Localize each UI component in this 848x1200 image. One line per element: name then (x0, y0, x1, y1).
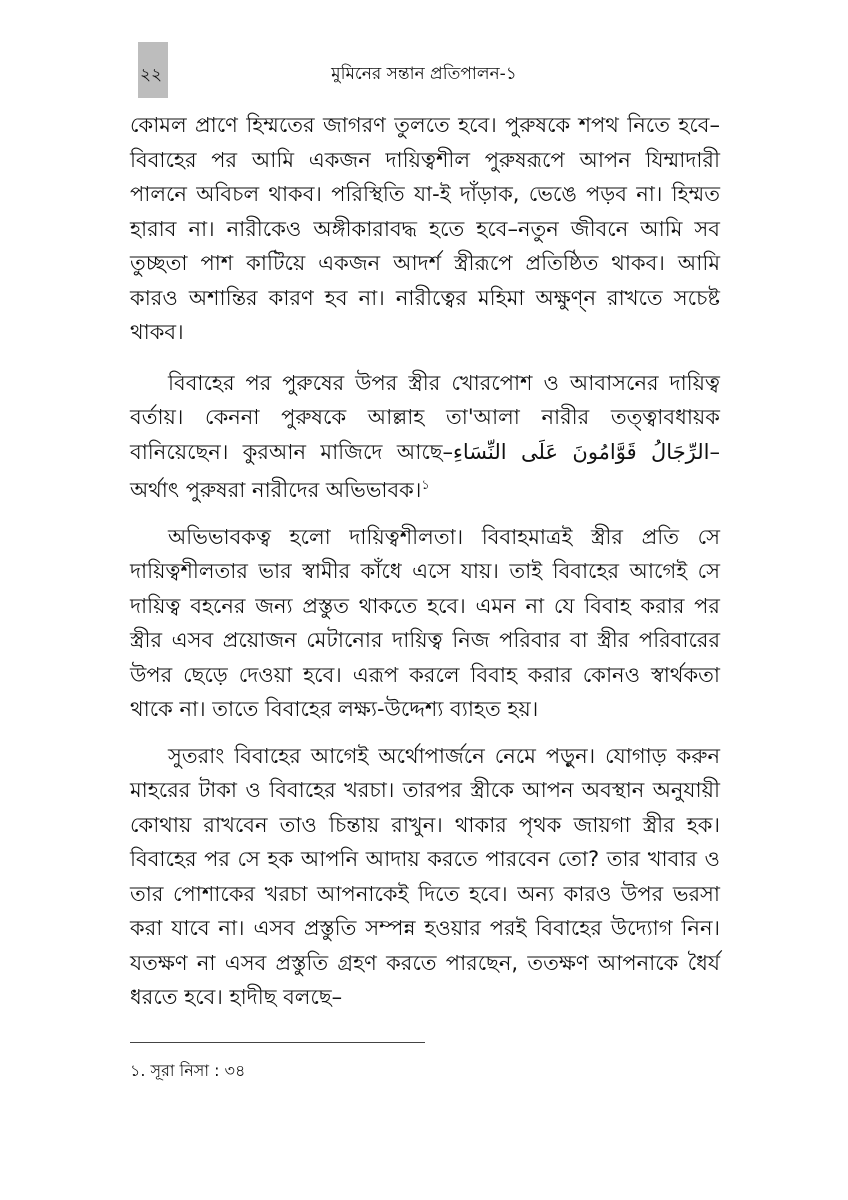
paragraph-1: কোমল প্রাণে হিম্মতের জাগরণ তুলতে হবে। পুরুষকে শপথ নিতে হবে–বিবাহের পর আমি একজন দায়িত্বশীল পুরুষরূপে আপন যিম্মাদারী পালনে অবিচল থাকব। পরিস্থিতি যা-ই দাঁড়াক, ভেঙে পড়ব না। হিম্মত হারাব না। নারীকেও অঙ্গীকারাবদ্ধ হতে হবে–নতুন জীবনে আমি সব তুচ্ছতা পাশ কাটিয়ে একজন আদর্শ স্ত্রীরূপে প্রতিষ্ঠিত থাকব। আমি কারও অশান্তির কারণ হব না। নারীত্বের মহিমা অক্ষুণ্ন রাখতে সচেষ্ট থাকব। (130, 113, 720, 344)
footnote-divider (130, 1042, 425, 1043)
running-header-title: মুমিনের সন্তান প্রতিপালন-১ (331, 64, 517, 84)
footnote: ১. সূরা নিসা : ৩৪ (130, 1061, 246, 1080)
page-number: ২২ (140, 65, 163, 85)
paragraph-4: সুতরাং বিবাহের আগেই অর্থোপার্জনে নেমে পড়ুন। যোগাড় করুন মাহরের টাকা ও বিবাহের খরচা। তারপর স্ত্রীকে আপন অবস্থান অনুযায়ী কোথায় রাখবেন তাও চিন্তায় রাখুন। থাকার পৃথক জায়গা স্ত্রীর হক। বিবাহের পর সে হক আপনি আদায় করতে পারবেন তো? তার খাবার ও তার পোশাকের খরচা আপনাকেই দিতে হবে। অন্য কারও উপর ভরসা করা যাবে না। এসব প্রস্তুতি সম্পন্ন হওয়ার পরই বিবাহের উদ্যোগ নিন। যতক্ষণ না এসব প্রস্তুতি গ্রহণ করতে পারছেন, ততক্ষণ আপনাকে ধৈর্য ধরতে হবে। হাদীছ বলছে– (130, 743, 720, 1009)
footnote-marker[interactable]: ১ (421, 478, 430, 493)
paragraph-2 (130, 366, 720, 508)
paragraph-3: অভিভাবকত্ব হলো দায়িত্বশীলতা। বিবাহমাত্রই স্ত্রীর প্রতি সে দায়িত্বশীলতার ভার স্বামীর কাঁধে এসে যায়। তাই বিবাহের আগেই সে দায়িত্ব বহনের জন্য প্রস্তুত থাকতে হবে। এমন না যে বিবাহ করার পর স্ত্রীর এসব প্রয়োজন মেটানোর দায়িত্ব নিজ পরিবার বা স্ত্রীর পরিবারের উপর ছেড়ে দেওয়া হবে। এরূপ করলে বিবাহ করার কোনও স্বার্থকতা থাকে না। তাতে বিবাহের লক্ষ্য-উদ্দেশ্য ব্যাহত হয়। (130, 524, 720, 721)
body-text (130, 108, 720, 1031)
paragraph-2-text: বিবাহের পর পুরুষের উপর স্ত্রীর খোরপোশ ও আবাসনের দায়িত্ব বর্তায়। কেননা পুরুষকে আল্লাহ তা'আলা নারীর তত্ত্বাবধায়ক বানিয়েছেন। কুরআন মাজিদে আছে–الرِّجَالُ قَوَّامُونَ عَلَى النِّسَاءِ–অর্থাৎ পুরুষরা নারীদের অভিভাবক। (130, 370, 720, 502)
